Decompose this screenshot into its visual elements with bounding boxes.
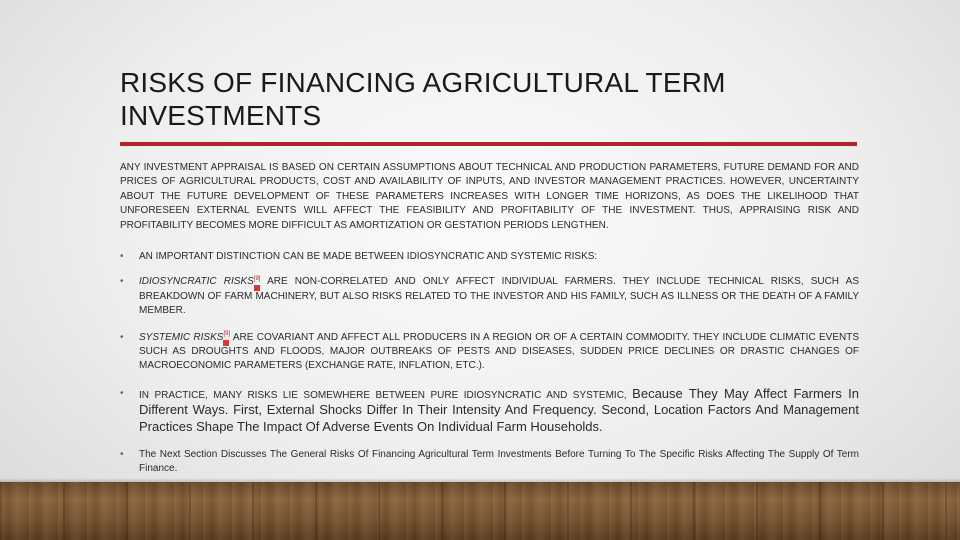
list-item xyxy=(120,387,859,436)
wood-floor-decoration xyxy=(0,482,960,540)
footnote-link[interactable] xyxy=(254,276,261,282)
bullet-icon: • xyxy=(120,251,124,262)
term-idiosyncratic: IDIOSYNCRATIC RISKS xyxy=(139,276,254,288)
footnote-link[interactable] xyxy=(223,331,230,337)
bullet-text: ARE NON-CORRELATED AND ONLY AFFECT INDIVIDUAL FARMERS. THEY INCLUDE TECHNICAL RISKS, SUCH AS BREAKDOWN OF FARM MACHINERY, BUT ALSO RISKS RELATED TO THE INVESTOR AND HIS FAMILY, SUCH AS ILLNESS OR THE DEATH OF A FAMILY MEMBER. xyxy=(139,276,859,317)
bullet-text-large: Because They May Affect Farmers In Different Ways. First, External Shocks Differ In Their Intensity And Frequency. Second, Location Factors And Management Practices Shape The Impact Of Adverse Events On Individual Farm Households. xyxy=(139,385,860,434)
bullet-text: AN IMPORTANT DISTINCTION CAN BE MADE BETWEEN IDIOSYNCRATIC AND SYSTEMIC RISKS: xyxy=(139,251,598,262)
list-item xyxy=(120,250,859,264)
bullet-icon: • xyxy=(120,387,124,399)
bullet-icon: • xyxy=(120,276,124,288)
footnote-ref: [9] xyxy=(223,331,231,338)
bullet-text-small: IN PRACTICE, MANY RISKS LIE SOMEWHERE BETWEEN PURE IDIOSYNCRATIC AND SYSTEMIC, xyxy=(139,389,633,401)
bullet-text: The Next Section Discusses The General Risks Of Financing Agricultural Term Investments Before Turning To The Specific Risks Affecting The Supply Of Term Finance. xyxy=(139,449,859,475)
bullet-icon: • xyxy=(120,331,124,343)
list-item xyxy=(120,331,859,374)
list-item xyxy=(120,275,859,318)
intro-paragraph: ANY INVESTMENT APPRAISAL IS BASED ON CERTAIN ASSUMPTIONS ABOUT TECHNICAL AND PRODUCTION PARAMETERS, FUTURE DEMAND FOR AND PRICES OF AGRICULTURAL PRODUCTS, COST AND AVAILABILITY OF INPUTS, AND INVESTOR MANAGEMENT PRACTICES. HOWEVER, UNCERTAINTY ABOUT THE FUTURE DEVELOPMENT OF THESE PARAMETERS INCREASES WITH LONGER TIME HORIZONS, AS DOES THE LIKELIHOOD THAT UNFORESEEN EXTERNAL EVENTS WILL AFFECT THE FEASIBILITY AND PROFITABILITY OF THE INVESTMENT. THUS, APPRAISING RISK AND PROFITABILITY BECOMES MORE DIFFICULT AS AMORTIZATION OR GESTATION PERIODS LENGTHEN. xyxy=(120,162,859,231)
title-divider xyxy=(120,142,857,146)
bullet-icon: • xyxy=(120,449,124,461)
footnote-marker-icon xyxy=(254,285,260,291)
footnote-marker-icon xyxy=(223,340,229,346)
footnote-ref: [9] xyxy=(253,276,261,283)
bullet-list xyxy=(120,250,859,477)
term-systemic: SYSTEMIC RISKS xyxy=(139,331,224,343)
list-item xyxy=(120,448,859,477)
slide-title: RISKS OF FINANCING AGRICULTURAL TERM INVESTMENTS xyxy=(120,67,726,131)
bullet-text: ARE COVARIANT AND AFFECT ALL PRODUCERS IN A REGION OR OF A CERTAIN COMMODITY. THEY INCLUDE CLIMATIC EVENTS SUCH AS DROUGHTS AND FLOODS, MAJOR OUTBREAKS OF PESTS AND DISEASES, SUDDEN PRICE DECLINES OR DRASTIC CHANGES OF MACROECONOMIC PARAMETERS (EXCHANGE RATE, INFLATION, ETC.). xyxy=(139,331,859,372)
